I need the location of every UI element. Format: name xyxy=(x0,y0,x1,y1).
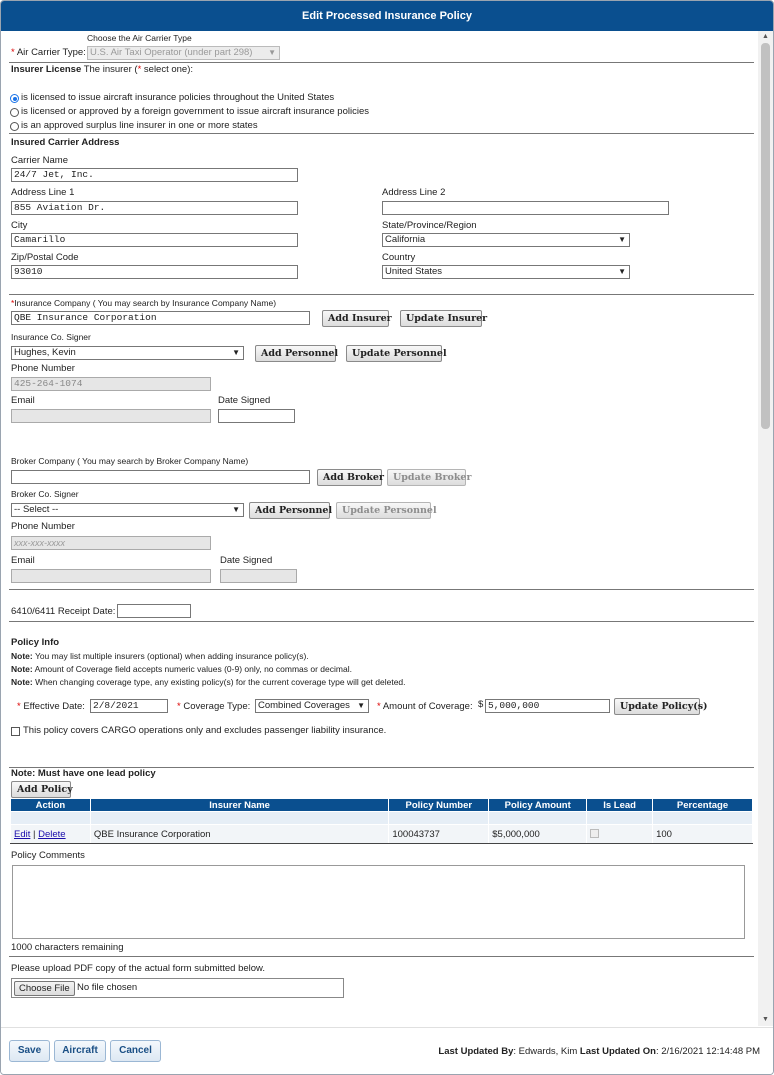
divider xyxy=(9,589,754,590)
upload-label: Please upload PDF copy of the actual form submitted below. xyxy=(11,963,265,974)
carrier-type-label: * Air Carrier Type: xyxy=(11,47,86,58)
column-header-action: Action xyxy=(11,799,91,812)
column-header-policy-amount: Policy Amount xyxy=(489,799,587,812)
currency-symbol: $ xyxy=(478,699,484,710)
update-personnel-button[interactable]: Update Personnel xyxy=(346,345,442,362)
file-status: No file chosen xyxy=(77,982,138,993)
broker-update-personnel-button: Update Personnel xyxy=(336,502,431,519)
insurance-company-input[interactable]: QBE Insurance Corporation xyxy=(11,311,310,325)
insurer-license-option-us[interactable]: is licensed to issue aircraft insurance policies throughout the United States xyxy=(21,92,335,103)
effective-date-label: * Effective Date: xyxy=(17,701,85,712)
table-row xyxy=(11,825,753,844)
divider xyxy=(9,621,754,622)
zip-input[interactable]: 93010 xyxy=(11,265,298,279)
state-select[interactable]: California ▼ xyxy=(382,233,630,247)
row-actions: Edit | Delete xyxy=(11,825,91,844)
chevron-down-icon: ▼ xyxy=(357,701,365,710)
choose-file-button[interactable]: Choose File xyxy=(14,981,75,996)
edit-link[interactable]: Edit xyxy=(14,828,31,840)
column-header-percentage: Percentage xyxy=(653,799,753,812)
coverage-type-label: * Coverage Type: xyxy=(177,701,251,712)
scroll-down-icon[interactable]: ▼ xyxy=(762,1016,769,1023)
policy-note-1: Note: You may list multiple insurers (optional) when adding insurance policy(s). xyxy=(11,651,309,661)
column-header-insurer: Insurer Name xyxy=(90,799,388,812)
city-label: City xyxy=(11,220,28,231)
address-heading: Insured Carrier Address xyxy=(11,137,120,148)
delete-link[interactable]: Delete xyxy=(38,828,66,840)
policy-comments-textarea[interactable] xyxy=(12,865,745,939)
address-line1-input[interactable]: 855 Aviation Dr. xyxy=(11,201,298,215)
add-insurer-button[interactable]: Add Insurer xyxy=(322,310,389,327)
add-policy-button[interactable]: Add Policy xyxy=(11,781,71,798)
city-input[interactable]: Camarillo xyxy=(11,233,298,247)
add-broker-button[interactable]: Add Broker xyxy=(317,469,382,486)
update-broker-button: Update Broker xyxy=(387,469,466,486)
insurance-signer-select[interactable]: Hughes, Kevin ▼ xyxy=(11,346,244,360)
policies-table xyxy=(10,798,753,844)
broker-add-personnel-button[interactable]: Add Personnel xyxy=(249,502,330,519)
add-personnel-button[interactable]: Add Personnel xyxy=(255,345,336,362)
lead-policy-note: Note: Must have one lead policy xyxy=(11,768,156,779)
dialog-content xyxy=(1,31,758,1026)
broker-email-label: Email xyxy=(11,555,35,566)
insurer-date-input[interactable] xyxy=(218,409,295,423)
insurer-license-option-foreign[interactable]: is licensed or approved by a foreign government to issue aircraft insurance policies xyxy=(21,106,369,117)
broker-signer-select[interactable]: -- Select -- ▼ xyxy=(11,503,244,517)
column-header-is-lead: Is Lead xyxy=(587,799,653,812)
cell-percentage: 100 xyxy=(653,825,753,844)
country-select[interactable]: United States ▼ xyxy=(382,265,630,279)
cargo-label[interactable]: This policy covers CARGO operations only and excludes passenger liability insurance. xyxy=(23,725,387,736)
cell-is-lead xyxy=(587,825,653,844)
insurer-license-radio-foreign[interactable] xyxy=(10,108,19,117)
insurance-company-label: *Insurance Company ( You may search by Insurance Company Name) xyxy=(11,298,277,308)
broker-phone-input: xxx-xxx-xxxx xyxy=(11,536,211,550)
chevron-down-icon: ▼ xyxy=(232,505,240,514)
carrier-type-heading: Choose the Air Carrier Type xyxy=(87,33,192,43)
scrollbar[interactable] xyxy=(758,31,773,1026)
insurer-license-radio-surplus[interactable] xyxy=(10,122,19,131)
broker-phone-label: Phone Number xyxy=(11,521,75,532)
zip-label: Zip/Postal Code xyxy=(11,252,79,263)
policy-note-3: Note: When changing coverage type, any existing policy(s) for the current coverage type will get deleted. xyxy=(11,677,406,687)
cancel-button[interactable]: Cancel xyxy=(110,1040,161,1062)
state-label: State/Province/Region xyxy=(382,220,477,231)
is-lead-checkbox xyxy=(590,829,599,838)
insurer-license-option-surplus[interactable]: is an approved surplus line insurer in one or more states xyxy=(21,120,258,131)
coverage-type-select[interactable]: Combined Coverages ▼ xyxy=(255,699,369,713)
policy-note-2: Note: Amount of Coverage field accepts numeric values (0-9) only, no commas or decimal. xyxy=(11,664,352,674)
cell-insurer-name: QBE Insurance Corporation xyxy=(90,825,388,844)
dialog-footer xyxy=(1,1027,773,1075)
update-policies-button[interactable]: Update Policy(s) xyxy=(614,698,700,715)
insurer-license-heading: Insurer License The insurer (* select one): xyxy=(11,64,194,75)
amount-label: * Amount of Coverage: xyxy=(377,701,473,712)
insurer-phone-input: 425-264-1074 xyxy=(11,377,211,391)
aircraft-button[interactable]: Aircraft xyxy=(54,1040,106,1062)
receipt-date-label: 6410/6411 Receipt Date: xyxy=(11,606,116,617)
broker-company-input[interactable] xyxy=(11,470,310,484)
divider xyxy=(9,62,754,63)
address-line1-label: Address Line 1 xyxy=(11,187,75,198)
last-updated-info: Last Updated By: Edwards, Kim Last Updated On: 2/16/2021 12:14:48 PM xyxy=(438,1046,760,1057)
chevron-down-icon: ▼ xyxy=(268,48,276,57)
dialog-title: Edit Processed Insurance Policy xyxy=(1,1,773,31)
divider xyxy=(9,956,754,957)
cell-policy-amount: $5,000,000 xyxy=(489,825,587,844)
scrollbar-thumb[interactable] xyxy=(761,43,770,429)
policy-info-heading: Policy Info xyxy=(11,637,60,648)
chevron-down-icon: ▼ xyxy=(232,348,240,357)
table-header xyxy=(11,799,753,812)
carrier-type-select[interactable]: U.S. Air Taxi Operator (under part 298) ▼ xyxy=(87,46,280,60)
chevron-down-icon: ▼ xyxy=(618,235,626,244)
chevron-down-icon: ▼ xyxy=(618,267,626,276)
address-line2-label: Address Line 2 xyxy=(382,187,446,198)
insurer-phone-label: Phone Number xyxy=(11,363,75,374)
cell-policy-number: 100043737 xyxy=(389,825,489,844)
insurance-signer-label: Insurance Co. Signer xyxy=(11,332,91,342)
save-button[interactable]: Save xyxy=(9,1040,50,1062)
insurer-date-label: Date Signed xyxy=(218,395,271,406)
broker-email-input xyxy=(11,569,211,583)
update-insurer-button[interactable]: Update Insurer xyxy=(400,310,482,327)
broker-date-input xyxy=(220,569,297,583)
characters-remaining: 1000 characters remaining xyxy=(11,942,124,953)
carrier-name-input[interactable]: 24/7 Jet, Inc. xyxy=(11,168,298,182)
broker-date-label: Date Signed xyxy=(220,555,273,566)
divider xyxy=(9,133,754,134)
policy-comments-label: Policy Comments xyxy=(11,850,85,861)
country-label: Country xyxy=(382,252,416,263)
amount-input[interactable]: 5,000,000 xyxy=(485,699,610,713)
receipt-date-input[interactable] xyxy=(117,604,191,618)
broker-signer-label: Broker Co. Signer xyxy=(11,489,79,499)
table-filter-row xyxy=(11,812,753,825)
address-line2-input[interactable] xyxy=(382,201,669,215)
carrier-name-label: Carrier Name xyxy=(11,155,69,166)
cargo-checkbox[interactable] xyxy=(11,727,20,736)
insurer-email-input xyxy=(11,409,211,423)
insurer-license-radio-us[interactable] xyxy=(10,94,19,103)
scroll-up-icon[interactable]: ▲ xyxy=(762,33,769,40)
broker-company-label: Broker Company ( You may search by Broker Company Name) xyxy=(11,456,249,466)
effective-date-input[interactable]: 2/8/2021 xyxy=(90,699,168,713)
divider xyxy=(9,294,754,295)
insurer-email-label: Email xyxy=(11,395,35,406)
column-header-policy-number: Policy Number xyxy=(389,799,489,812)
